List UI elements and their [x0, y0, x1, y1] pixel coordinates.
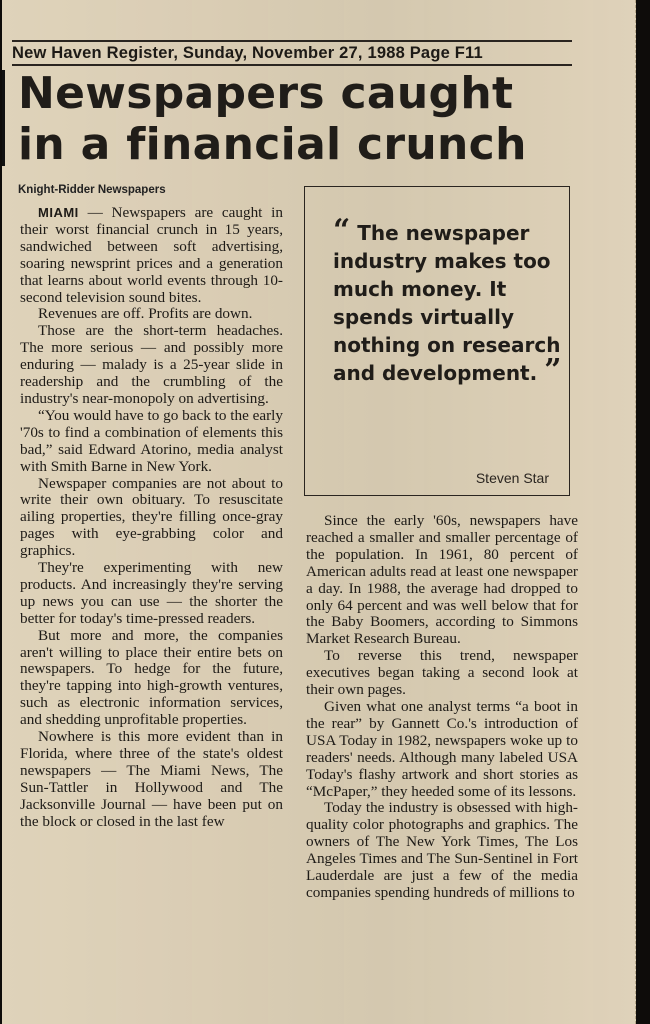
- paragraph: Today the industry is obsessed with high-quality color photographs and graphics. The owners of The New York Times, The Los Angeles Times and The Sun-Sentinel in Fort Lauderdale are just a few of the media companies spending hundreds of millions to: [306, 799, 578, 901]
- paragraph: Those are the short-term headaches. The more serious — and possibly more enduring — malady is a 25-year slide in readership and the crumbling of the industry's near-monopoly on advertising.: [20, 322, 283, 407]
- quote-attribution: Steven Star: [475, 470, 549, 486]
- headline: [18, 68, 578, 170]
- pull-quote-text: The newspaper industry makes too much money. It spends virtually nothing on research and development.: [333, 221, 561, 385]
- paragraph: But more and more, the companies aren't willing to place their entire bets on newspapers. To hedge for the future, they're tapping into high-growth ventures, such as electronic information services, and shedding unprofitable properties.: [20, 626, 283, 729]
- paragraph: Nowhere is this more evident than in Florida, where three of the state's oldest newspapers — The Miami News, The Sun-Tattler in Hollywood and The Jacksonville Journal — have been put on the block or closed in the last few: [20, 728, 283, 830]
- headline-line-2: in a financial crunch: [18, 119, 527, 170]
- paragraph: [20, 205, 283, 306]
- paragraph: They're experimenting with new products. And increasingly they're serving up news you can use — the shorter the better for today's time-pressed readers.: [20, 559, 283, 627]
- edge-bar: [2, 70, 5, 166]
- paragraph: Newspaper companies are not about to write their own obituary. To resuscitate ailing properties, they're filling once-gray pages with eye-grabbing color and graphics.: [20, 474, 283, 560]
- pull-quote: [333, 213, 565, 388]
- paragraph: Revenues are off. Profits are down.: [38, 305, 253, 323]
- article-column-2: [306, 513, 578, 902]
- top-rule: [12, 40, 572, 42]
- dateline-rule: [12, 64, 572, 66]
- paragraph: To reverse this trend, newspaper executives began taking a second look at their own pages.: [306, 647, 578, 699]
- headline-line-1: Newspapers caught: [18, 68, 514, 119]
- paragraph-text: — Newspapers are caught in their worst financial crunch in 15 years, sandwiched between soft advertising, soaring newsprint prices and a generation that learns about world events through 10-second television sound bites.: [20, 204, 283, 306]
- close-quote-icon: ”: [544, 353, 562, 388]
- page-dateline: New Haven Register, Sunday, November 27, 1988 Page F11: [12, 44, 483, 62]
- byline: Knight-Ridder Newspapers: [18, 184, 166, 196]
- article-column-1: [20, 205, 283, 831]
- article-dateline: MIAMI: [38, 205, 79, 220]
- paragraph: “You would have to go back to the early '70s to find a combination of elements this bad,” said Edward Atorino, media analyst with Smith Barne in New York.: [20, 406, 283, 475]
- open-quote-icon: “: [333, 213, 351, 248]
- pull-quote-box: [304, 186, 570, 496]
- paragraph: Given what one analyst terms “a boot in the rear” by Gannett Co.'s introduction of USA Today in 1982, newspapers woke up to readers' needs. Although many labeled USA Today's flashy artwork and short stories as “McPaper,” they heeded some of its lessons.: [306, 697, 578, 800]
- newspaper-clipping: [2, 0, 636, 1024]
- paragraph: Since the early '60s, newspapers have reached a smaller and smaller percentage of the population. In 1961, 80 percent of American adults read at least one newspaper a day. In 1988, the average had dropped to only 64 percent and was well below that for the Baby Boomers, according to Simmons Market Research Bureau.: [306, 512, 578, 648]
